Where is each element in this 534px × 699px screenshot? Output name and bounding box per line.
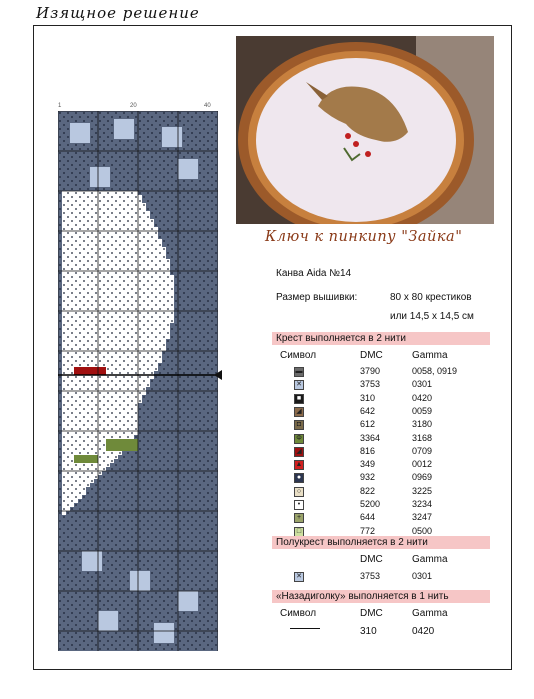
backstitch-line-symbol [290, 628, 320, 629]
canvas-info: Канва Aida №14 [276, 268, 352, 279]
legend-gamma: 0709 [412, 445, 433, 456]
legend-symbol-icon: ○ [294, 487, 304, 497]
cross-stitch-chart [58, 111, 218, 651]
half-col-dmc: DMC [360, 554, 383, 565]
legend-symbol-icon: ✕ [294, 380, 304, 390]
legend-symbol-icon: Φ [294, 434, 304, 444]
legend-dmc: 644 [360, 512, 376, 523]
legend-gamma: 3180 [412, 419, 433, 430]
full-cross-row [272, 512, 502, 523]
back-col-gamma: Gamma [412, 608, 448, 619]
full-cross-row [272, 419, 502, 430]
ruler-1: 1 [58, 103, 62, 109]
legend-symbol-icon: ● [294, 473, 304, 483]
full-cross-row [272, 406, 502, 417]
legend-symbol-icon: • [294, 500, 304, 510]
legend-gamma: 0012 [412, 459, 433, 470]
legend-dmc: 3753 [360, 379, 381, 390]
page-header: Изящное решение [36, 4, 200, 22]
size-label: Размер вышивки: [276, 292, 358, 303]
legend-dmc: 822 [360, 485, 376, 496]
legend-gamma: 0420 [412, 392, 433, 403]
size-cm: или 14,5 х 14,5 см [390, 311, 474, 322]
legend-dmc: 349 [360, 459, 376, 470]
col-gamma: Gamma [412, 350, 448, 361]
full-cross-row [272, 446, 502, 457]
legend-symbol-icon: ▬ [295, 368, 303, 375]
full-cross-row [272, 433, 502, 444]
legend-dmc: 3790 [360, 366, 381, 376]
legend-dmc: 3753 [360, 571, 381, 581]
legend-dmc: 3364 [360, 432, 381, 443]
half-cross-row [272, 571, 502, 582]
full-cross-row [272, 499, 502, 510]
legend-gamma: 0969 [412, 472, 433, 483]
legend-symbol-icon: + [294, 513, 304, 523]
full-cross-row [272, 472, 502, 483]
full-cross-heading-band [272, 332, 490, 345]
full-cross-row [272, 393, 502, 404]
legend-gamma: 3234 [412, 499, 433, 509]
half-cross-heading: Полукрест выполняется в 2 нити [276, 537, 428, 548]
full-cross-row [272, 379, 502, 390]
legend-gamma: 0301 [412, 571, 433, 581]
back-gamma: 0420 [412, 626, 435, 637]
legend-gamma: 0500 [412, 525, 433, 536]
legend-symbol-icon: ✕ [294, 572, 304, 582]
size-stitches: 80 х 80 крестиков [390, 292, 472, 303]
col-dmc: DMC [360, 350, 383, 361]
half-col-gamma: Gamma [412, 554, 448, 565]
backstitch-heading: «Назадиголку» выполняется в 1 нить [276, 591, 449, 602]
full-cross-row [272, 366, 502, 377]
legend-gamma: 3247 [412, 512, 433, 523]
full-cross-row [272, 459, 502, 470]
hoop-photo [236, 36, 494, 224]
ruler-40: 40 [204, 103, 211, 109]
center-marker-icon [214, 370, 222, 380]
back-col-symbol: Символ [280, 608, 317, 619]
key-title: Ключ к пинкипу "Зайка" [265, 229, 463, 245]
legend-gamma: 3225 [412, 485, 433, 496]
half-cross-heading-band [272, 536, 490, 549]
full-cross-row [272, 526, 502, 537]
legend-gamma: 0059 [412, 405, 433, 416]
legend-gamma: 0058, 0919 [412, 366, 458, 376]
full-cross-heading: Крест выполняется в 2 нити [276, 333, 406, 344]
ruler-20: 20 [130, 103, 137, 109]
back-col-dmc: DMC [360, 608, 383, 619]
full-cross-row [272, 486, 502, 497]
legend-dmc: 310 [360, 392, 376, 403]
legend-dmc: 612 [360, 419, 376, 430]
backstitch-heading-band [272, 590, 490, 603]
legend-dmc: 5200 [360, 499, 381, 509]
back-dmc: 310 [360, 626, 377, 637]
legend-symbol-icon: ▲ [295, 461, 303, 469]
legend-dmc: 642 [360, 405, 376, 416]
legend-symbol-icon: ◘ [294, 420, 304, 430]
legend-dmc: 932 [360, 472, 376, 483]
legend-symbol-icon: ◢ [294, 407, 304, 417]
legend-dmc: 772 [360, 525, 376, 536]
legend-symbol-icon: □ [294, 527, 304, 537]
col-symbol: Символ [280, 350, 317, 361]
legend-symbol-icon: ◢ [294, 447, 304, 457]
legend-gamma: 3168 [412, 432, 433, 443]
legend-gamma: 0301 [412, 379, 433, 390]
legend-symbol-icon: ■ [294, 394, 304, 404]
legend-dmc: 816 [360, 445, 376, 456]
